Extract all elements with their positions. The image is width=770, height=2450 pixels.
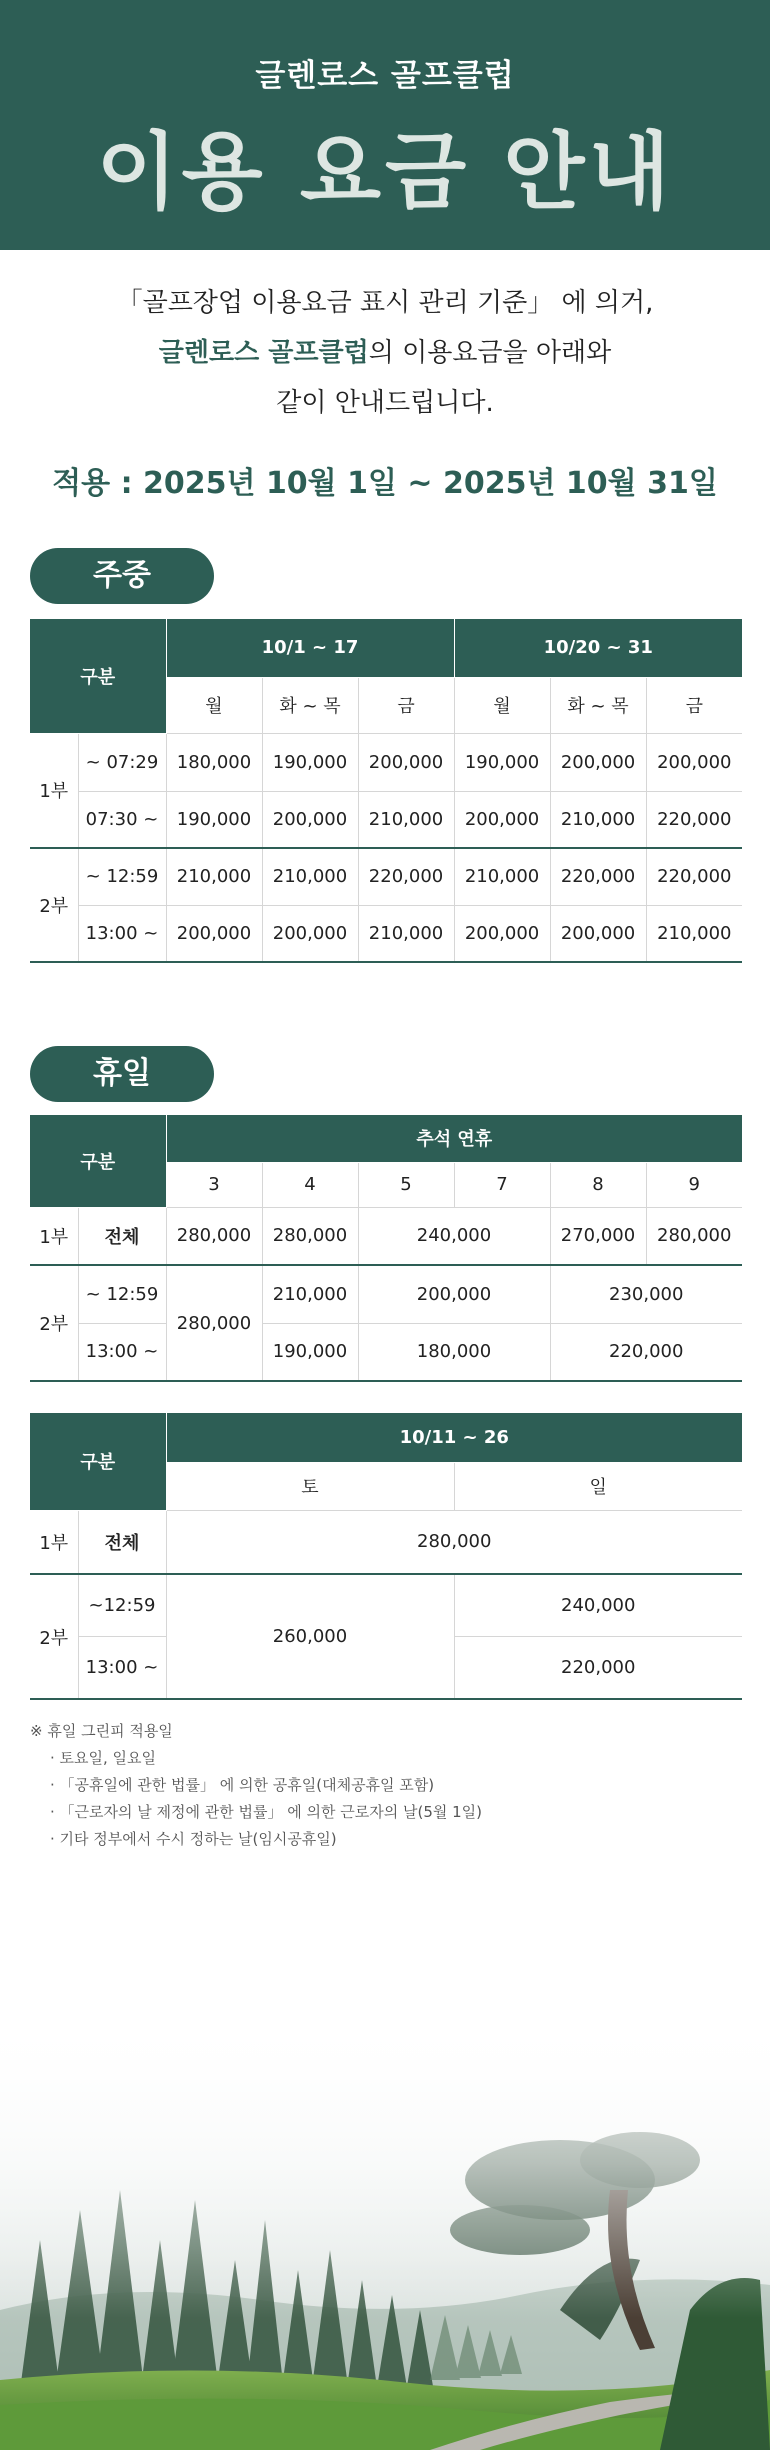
weekday-fee-table [30, 619, 742, 963]
table-row [30, 733, 742, 791]
page-title: 이용 요금 안내 [96, 123, 674, 221]
price-cell: 280,000 [646, 1207, 742, 1265]
price-cell: 200,000 [646, 733, 742, 791]
price-cell: 210,000 [262, 848, 358, 905]
application-period: 적용 : 2025년 10월 1일 ~ 2025년 10월 31일 [52, 466, 718, 501]
holiday-section-label: 휴일 [30, 1046, 214, 1102]
price-cell: 190,000 [262, 733, 358, 791]
day-header: 4 [262, 1162, 358, 1207]
intro-line-2 [0, 328, 770, 378]
price-cell: 200,000 [262, 905, 358, 962]
price-cell: 220,000 [454, 1636, 742, 1699]
golf-course-scenery-image [0, 2010, 770, 2450]
price-cell: 280,000 [166, 1510, 742, 1574]
intro-text [0, 278, 770, 428]
price-cell: 200,000 [262, 791, 358, 848]
price-cell: 260,000 [166, 1574, 454, 1699]
price-cell: 220,000 [550, 848, 646, 905]
day-header: 3 [166, 1162, 262, 1207]
note-item: · 토요일, 일요일 [50, 1749, 157, 1767]
price-cell: 200,000 [454, 791, 550, 848]
day-header: 금 [358, 677, 454, 733]
day-header: 토 [166, 1462, 454, 1510]
table-row [30, 1207, 742, 1265]
price-cell: 220,000 [358, 848, 454, 905]
intro-line-2-rest: 의 이용요금을 아래와 [368, 338, 612, 368]
price-cell: 210,000 [358, 791, 454, 848]
weekend-fee-table [30, 1413, 742, 1700]
table-row [30, 791, 742, 848]
day-header: 8 [550, 1162, 646, 1207]
day-header: 7 [454, 1162, 550, 1207]
price-cell: 190,000 [166, 791, 262, 848]
day-header: 월 [454, 677, 550, 733]
club-subtitle: 글렌로스 골프클럽 [255, 58, 515, 94]
price-cell: 180,000 [166, 733, 262, 791]
part-label: 2부 [30, 1265, 78, 1381]
intro-line-1: 「골프장업 이용요금 표시 관리 기준」 에 의거, [116, 288, 654, 318]
part-label: 2부 [30, 1574, 78, 1699]
part-label: 1부 [30, 733, 78, 848]
price-cell: 270,000 [550, 1207, 646, 1265]
price-cell: 210,000 [262, 1265, 358, 1323]
chuseok-title: 추석 연휴 [166, 1115, 742, 1162]
part-label: 1부 [30, 1207, 78, 1265]
club-name-highlight: 글렌로스 골프클럽 [158, 338, 369, 368]
chuseok-fee-table [30, 1115, 742, 1382]
price-cell: 280,000 [262, 1207, 358, 1265]
time-label: ~ 12:59 [78, 848, 166, 905]
price-cell: 200,000 [550, 733, 646, 791]
price-cell: 220,000 [646, 848, 742, 905]
price-cell: 200,000 [550, 905, 646, 962]
weekend-head-label: 구분 [30, 1413, 166, 1510]
price-cell: 180,000 [358, 1323, 550, 1381]
price-cell: 280,000 [166, 1207, 262, 1265]
part-label: 2부 [30, 848, 78, 962]
time-label: 13:00 ~ [78, 1323, 166, 1381]
price-cell: 200,000 [358, 733, 454, 791]
all-day-label: 전체 [78, 1207, 166, 1265]
weekday-section-label: 주중 [30, 548, 214, 604]
notes-title: ※ 휴일 그린피 적용일 [30, 1722, 173, 1740]
time-label: 07:30 ~ [78, 791, 166, 848]
day-header: 9 [646, 1162, 742, 1207]
time-label: ~ 07:29 [78, 733, 166, 791]
price-cell: 210,000 [454, 848, 550, 905]
intro-line-3: 같이 안내드립니다. [276, 388, 494, 418]
note-item: · 「근로자의 날 제정에 관한 법률」 에 의한 근로자의 날(5월 1일) [50, 1803, 483, 1821]
note-item: · 「공휴일에 관한 법률」 에 의한 공휴일(대체공휴일 포함) [50, 1776, 435, 1794]
table-row [30, 1323, 742, 1381]
price-cell: 190,000 [454, 733, 550, 791]
price-cell: 210,000 [166, 848, 262, 905]
price-cell: 210,000 [550, 791, 646, 848]
price-cell: 200,000 [454, 905, 550, 962]
day-header: 화 ~ 목 [262, 677, 358, 733]
day-header: 일 [454, 1462, 742, 1510]
table-row [30, 1510, 742, 1574]
day-header: 5 [358, 1162, 454, 1207]
weekday-range-1: 10/1 ~ 17 [166, 619, 454, 677]
holiday-notes [30, 1718, 482, 1853]
day-header: 금 [646, 677, 742, 733]
time-label: 13:00 ~ [78, 905, 166, 962]
header-banner [0, 0, 770, 250]
part-label: 1부 [30, 1510, 78, 1574]
table-row [30, 905, 742, 962]
day-header: 화 ~ 목 [550, 677, 646, 733]
price-cell: 230,000 [550, 1265, 742, 1323]
price-cell: 220,000 [550, 1323, 742, 1381]
price-cell: 240,000 [454, 1574, 742, 1636]
note-item: · 기타 정부에서 수시 정하는 날(임시공휴일) [50, 1830, 337, 1848]
holiday-head-label: 구분 [30, 1115, 166, 1207]
price-cell: 190,000 [262, 1323, 358, 1381]
time-label: 13:00 ~ [78, 1636, 166, 1699]
time-label: ~12:59 [78, 1574, 166, 1636]
price-cell: 240,000 [358, 1207, 550, 1265]
table-row [30, 1574, 742, 1636]
time-label: ~ 12:59 [78, 1265, 166, 1323]
weekday-range-2: 10/20 ~ 31 [454, 619, 742, 677]
price-cell: 200,000 [166, 905, 262, 962]
price-cell: 210,000 [358, 905, 454, 962]
all-day-label: 전체 [78, 1510, 166, 1574]
weekend-range: 10/11 ~ 26 [166, 1413, 742, 1462]
price-cell: 220,000 [646, 791, 742, 848]
weekday-head-label: 구분 [30, 619, 166, 733]
price-cell: 280,000 [166, 1265, 262, 1381]
price-cell: 210,000 [646, 905, 742, 962]
table-row [30, 848, 742, 905]
day-header: 월 [166, 677, 262, 733]
price-cell: 200,000 [358, 1265, 550, 1323]
table-row [30, 1265, 742, 1323]
